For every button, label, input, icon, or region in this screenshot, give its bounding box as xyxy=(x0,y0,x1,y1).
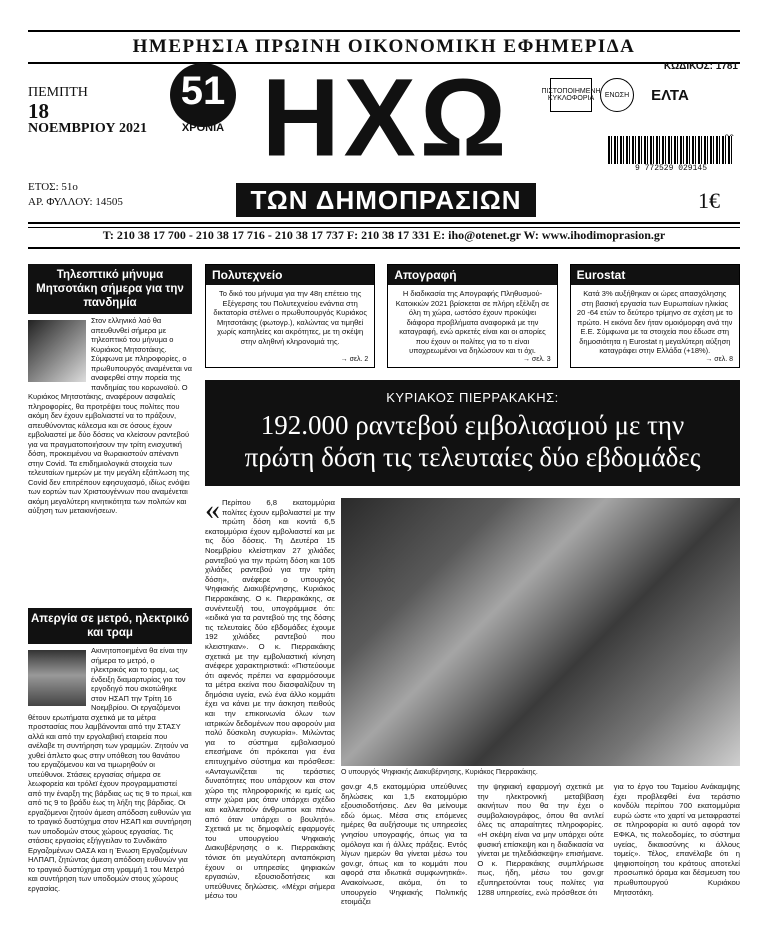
article-column: για το έργο του Ταμείου Ανάκαμψης έχει προβλεφθεί ένα τεράστιο κονδύλι περίπου 700 εκατομμύρια ευρώ ώστε «το χαρτί να μεταφραστεί σε πληροφορία κι αυτό αφορά τον ΕΦΚΑ, τις πολεοδομίες, το σύστημα υγείας, δικαιοσύνης κι άλλους τομείς». Τέλος, επανέλαβε ότι η ψηφιοποίηση του κράτους αποτελεί προσωπικό όραμα και δέσμευση του πρωθυπουργού Κυριάκου Μητσοτάκη. xyxy=(613,782,740,897)
lead-text: Περίπου 6,8 εκατομμύρια πολίτες έχουν εμβολιαστεί με την πρώτη δόση και κοντά 6,5 εκατομμύρια έχουν εμβολιαστεί και με τις δύο δόσεις. Τη Δευτέρα 15 Νοεμβρίου κλείστηκαν 27 χιλιάδες ραντεβού για την πρώτη δόση και 105 χιλιάδες ραντεβού για την τρίτη δόση», ανέφερε ο υπουργός Ψηφιακής Διακυβέρνησης, Κυριάκος Πιερρακάκης. Ο κ. Πιερρακάκης, σε συνέντευξή του, υπογράμμισε ότι: «ειδικά για τα ραντεβού της της δόσης τις τελευταίες δύο εβδομάδες έχουμε 192 χιλιάδες ραντεβού που κλειστηκαν». Ο κ. Πιερρακάκης σχετικά με την εμβολιαστική κίνηση ανέφερε χαρακτηριστικά: «Πιστεύουμε ότι αφενός πρέπει να εφαρμόσουμε τα μέτρα εκείνα που διασφαλίζουν τη δημόσια υγεία, ενώ ένα άλλο κομμάτι έχει να κάνει με την άσκηση πειθούς και την επικοινωνία όλων των ιατρικών δεδομένων που αφορούν μια πολύ δύσκολη συγκυρία». Μιλώντας για το σύστημα εμβολιασμού επεσήμανε ότι πρόκειται για ένα επιτυχημένο σύστημα και πρόσθεσε: «Ανταγωνίζεται τις τεράστιες δυνατότητες που υπάρχουν και στον χώρο της πληροφορικής κι εμείς ως στην χώρα μας όταν υπάρχει σχέδιο και καλλιεπούν άνθρωποι και πάνω από όταν υπάρχει ο βουλητό». Σχετικά με τις δημοφιλείς εφαρμογές του υπουργείου Ψηφιακής Διακυβέρνησης ο κ. Πιερρακάκης τόνισε ότι μεγαλύτερη ανταπόκριση έχουν οι υπηρεσίες ψηφιακών εργασιών, εξουσιοδοτήσεις και υπεύθυνες δηλώσεις. «Μέχρι σήμερα μέσω του xyxy=(205,498,335,901)
union-logo: ΕΝΩΣΗ xyxy=(600,78,634,112)
brief-text: Η διαδικασία της Απογραφής Πληθυσμού-Κατοικιών 2021 βρίσκεται σε πλήρη εξέλιξη σε όλη τη χώρα, ωστόσο έχουν προκύψει διάφορα προβλήματα αναφορικά με την καταγραφή, ενώ αρκετές είναι και οι απορίες που έχουν οι πολίτες για το τι είναι υποχρεωμένοι να δηλώσουν και τι όχι. xyxy=(395,289,550,355)
pm-photo xyxy=(28,320,86,382)
year-label: ΕΤΟΣ: 51ο xyxy=(28,181,78,193)
issue-meta xyxy=(28,180,123,210)
main-headline-box xyxy=(205,380,740,486)
main-article-columns xyxy=(341,782,740,907)
page-ref: → σελ. 8 xyxy=(705,356,733,363)
article-column: την ψηφιακή εφαρμογή σχετικά με την ηλεκτρονική μεταβίβαση ακινήτων που θα την έχει ο συμβολαιογράφος, όπου θα αντλεί όλες τις απαραίτητες πληροφορίες. «Η σκέψη είναι να μην υπάρχει ούτε φυσική επίσκεψη και η διαδικασία να γίνεται με τηλεδιάσκεψη» επισήμανε. Ο κ. Πιερρακάκης συμπλήρωσε πως, ήδη, μέσω του gov.gr εξυπηρετούνται τους πολίτες για 1288 υπηρεσίες, ενώ πρόσθεσε ότι xyxy=(477,782,604,897)
code-label: ΚΩΔΙΚΟΣ: 1781 xyxy=(663,61,738,72)
left-story-1-text: Στον ελληνικό λαό θα απευθυνθεί σήμερα με τηλεοπτικό του μήνυμα ο Κυριάκος Μητσοτάκης. Σύμφωνα με πληροφορίες, ο πρωθυπουργός αναμένεται να αναφερθεί στην πορεία της πανδημίας του κορωνοϊού. Ο Κυριάκος Μητσοτάκης, αναφέρουν ασφαλείς πληροφορίες, θα προτρέψει τους πολίτες που ακόμη δεν έχουν εμβολιαστεί να το πράξουν, απευθύνοντας κάλεσμα και σε όσους έχουν εμβολιαστεί με δύο δόσεις να κλείσουν ραντεβού για να πραγματοποιήσουν την τρίτη ενισχυτική δόση, προκειμένου να θωρακιστούν απέναντι στην Covid. Τα επιδημιολογικά στοιχεία των τελευταίων ημερών με την μεγάλη εξάπλωση της Covid δεν επιτρέπουν εφησυχασμό, ιδίως ενόψει των εορτών των Χριστουγέννων που αναμένεται ακόμη μεγαλύτερη κινητικότητα των πολιτών και αύξηση των μετακινήσεων. xyxy=(28,316,193,515)
headline-kicker: ΚΥΡΙΑΚΟΣ ΠΙΕΡΡΑΚΑΚΗΣ: xyxy=(386,390,559,405)
issue-label: ΑΡ. ΦΥΛΛΟΥ: 14505 xyxy=(28,196,123,208)
partner-logos xyxy=(541,78,698,112)
weekday: ΠΕΜΠΤΗ xyxy=(28,85,88,100)
brief-text: Το δικό του μήνυμα για την 48η επέτειο της Εξέγερσης του Πολυτεχνείου ενάντια στη δικτατορία στέλνει ο πρωθυπουργός Κυριάκος Μητσοτάκης (φωτογρ.), καλώντας να τιμηθεί χωρίς καπηλείες και ακρότητες, με τη σκέψη στην αληθινή κληρονομιά της. xyxy=(213,289,367,346)
issue-date xyxy=(28,84,147,137)
headline-title: 192.000 ραντεβού εμβολιασμού με την πρώτη δόση τις τελευταίες δύο εβδομάδες xyxy=(244,410,701,472)
minister-photo xyxy=(341,498,740,766)
news-briefs xyxy=(205,264,740,368)
brief-eurostat xyxy=(570,264,740,368)
left-story-2-text: Ακινητοποιημένα θα είναι την σήμερα το μετρό, ο ηλεκτρικός και το τραμ, ως ένδειξη διαμαρτυρίας για τον εργοδηγό που σκοτώθηκε στον ΗΣΑΠ την Τρίτη 16 Νοεμβρίου. Οι εργαζόμενοι θέτουν ερωτήματα σχετικά με τα μέτρα προστασίας που λαμβάνονται από την ΣΤΑΣΥ αλλά και από την εργολαβική εταιρεία που ανέλαβε τη συντήρηση των γραμμών. Ζητούν να χυθεί άπλετο φως στην υπόθεση του θανάτου του εργαζόμενου και να τιμωρηθούν οι υπεύθυνοι. Στάσεις εργασίας σήμερα σε λεωφορεία και τρόλεϊ έχουν προγραμματιστεί από την έναρξη της βάρδιας ως τις 9 το πρωί, και από τις 9 το βράδυ έως τη λήξη της βάρδιας. Οι εργαζόμενοι ζητούν άμεση απόδοση ευθυνών για το τραγικό δυστύχημα στον ΗΣΑΠ και συντήρηση των υποδομών στους χώρους εργασίας. Τις στάσεις εργασίας εξήγγειλαν το Συνδικάτο Εργαζομένων ΟΑΣΑ και η Ένωση Εργαζομένων ΗΛΠΑΠ, ζητώντας άμεση απόδοση ευθυνών για το τραγικό δυστύχημα στη γραμμή 1 του Μετρό και συντήρηση των υποδομών στους χώρους εργασίας. xyxy=(28,646,192,893)
left-column xyxy=(28,264,192,942)
anniversary-badge-text: ΧΡΟΝΙΑ xyxy=(181,122,225,134)
brief-title: Πολυτεχνείο xyxy=(206,265,374,285)
quote-mark: « xyxy=(205,493,220,526)
brief-polytechnic xyxy=(205,264,375,368)
article-column: gov.gr 4,5 εκατομμύρια υπεύθυνες δηλώσεις και 1,5 εκατομμύριο εξουσιοδοτήσεις. Δεν θα μείνουμε εδώ όμως. Μέσα στις επόμενες ημέρες θα αυξήσουμε τις υπηρεσίες γνησίου υπογραφής, όπως για τα ομόλογα και ή άλλες πράξεις. Εντός λίγων ημερών θα γίνεται μέσω του gov.gr, όπως και το κομμάτι που αφορά στα ιδιωτικά συμφωνητικά». Ανακοίνωσε, ακόμα, ότι το υπουργείο Ψηφιακής Πολιτικής ετοιμάζει xyxy=(341,782,468,907)
day: 18 xyxy=(28,99,49,123)
brief-text: Κατά 3% αυξήθηκαν οι ώρες απασχόλησης στη βασική εργασία των Ευρωπαίων ηλικίας 20 -64 ετών το δεύτερο τρίμηνο σε σχέση με το πρώτο. Η εικόνα δεν ήταν ομοιόμορφη ανά την Ε.Ε. Σύμφωνα με τα στοιχεία που έδωσε στη δημοσιότητα η Eurostat η μεγαλύτερη αύξηση καταγράφει στην Ελλάδα (+18%). xyxy=(576,289,733,355)
elta-logo: ΕΛΤΑ xyxy=(651,86,689,104)
photo-caption: Ο υπουργός Ψηφιακής Διακυβέρνησης, Κυριάκος Πιερρακάκης. xyxy=(341,769,538,776)
left-story-1-title: Τηλεοπτικό μήνυμα Μητσοτάκη σήμερα για την πανδημία xyxy=(28,264,192,314)
left-story-2 xyxy=(28,646,192,942)
metro-photo xyxy=(28,650,86,706)
brief-title: Απογραφή xyxy=(388,265,556,285)
contact-line: T: 210 38 17 700 - 210 38 17 716 - 210 38 17 737 F: 210 38 17 331 E: iho@otenet.gr W: www.ihodimoprasion.gr xyxy=(28,222,740,249)
brief-title: Eurostat xyxy=(571,265,739,285)
newspaper-logo-subtitle: ΤΩΝ ΔΗΜΟΠΡΑΣΙΩΝ xyxy=(236,183,536,217)
circulation-logo: ΠΙΣΤΟΠΟΙΗΜΕΝΗ ΚΥΚΛΟΦΟΡΙΑ xyxy=(550,78,592,112)
barcode-number: 9 772529 029145 xyxy=(608,164,734,173)
page-ref: → σελ. 3 xyxy=(522,356,551,363)
newspaper-logo: ΗΧΩ xyxy=(261,55,511,180)
price: 1€ xyxy=(698,188,720,213)
month-year: ΝΟΕΜΒΡΙΟΥ 2021 xyxy=(28,121,148,136)
anniversary-badge: 51 xyxy=(170,63,236,127)
page-ref: → σελ. 2 xyxy=(340,356,369,363)
main-article-lead xyxy=(205,493,335,901)
brief-census xyxy=(387,264,557,368)
left-story-2-title: Απεργία σε μετρό, ηλεκτρικό και τραμ xyxy=(28,608,192,644)
tagline: ΗΜΕΡΗΣΙΑ ΠΡΩΙΝΗ ΟΙΚΟΝΟΜΙΚΗ ΕΦΗΜΕΡΙΔΑ xyxy=(28,30,740,58)
left-story-1 xyxy=(28,316,192,558)
